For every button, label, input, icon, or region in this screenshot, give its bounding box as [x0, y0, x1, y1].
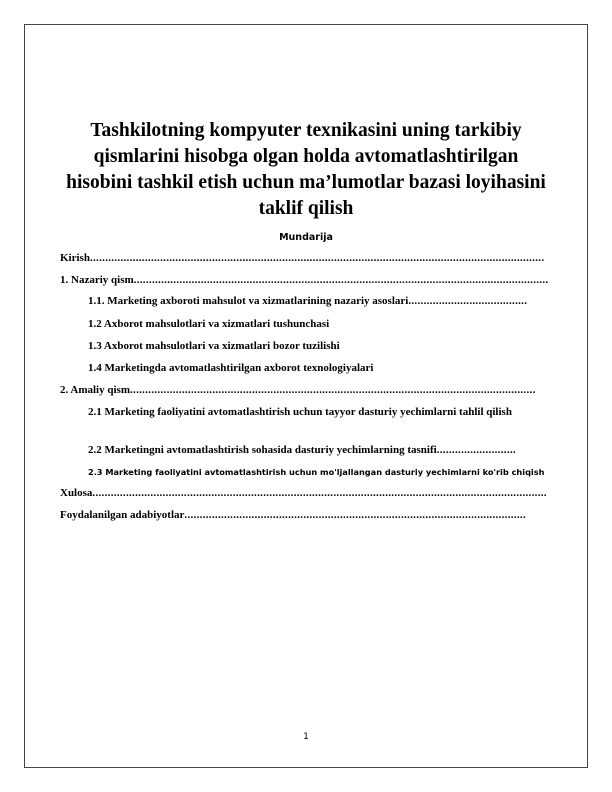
page-number: 1: [303, 732, 309, 742]
toc-leader: .....................................................................................................................................................: [92, 487, 547, 499]
toc-entry-kirish[interactable]: [60, 251, 556, 265]
toc-entry-2-3[interactable]: [88, 465, 556, 479]
document-title: Tashkilotning kompyuter texnikasini uning tarkibiy qismlarini hisobga olgan holda avtomatlashtirilgan hisobini tashkil etish uchun ma’lumotlar bazasi loyihasini taklif qilish: [66, 120, 546, 219]
toc-entry-2-2[interactable]: [88, 443, 550, 457]
toc-entry-label: 2.3 Marketing faoliyatini avtomatlashtirish uchun mo'ljallangan dasturiy yechimlarni ko'rib chiqish: [88, 467, 545, 477]
toc-entry-nazariy-qism[interactable]: [60, 273, 556, 287]
toc-heading: Mundarija: [279, 232, 333, 243]
toc-entry-label: 2.1 Marketing faoliyatini avtomatlashtirish uchun tayyor dasturiy yechimlarni tahlil qilish: [88, 406, 512, 418]
toc-entry-label: 1. Nazariy qism: [60, 274, 134, 286]
toc-entry-1-2[interactable]: [88, 317, 556, 331]
toc-entry-label: Kirish: [60, 252, 90, 264]
toc-entry-label: 1.4 Marketingda avtomatlashtirilgan axborot texnologiyalari: [88, 362, 374, 374]
toc-entry-1-1[interactable]: [88, 294, 556, 308]
toc-entry-label: 1.2 Axborot mahsulotlari va xizmatlari tushunchasi: [88, 318, 330, 330]
toc-entry-label: Xulosa: [60, 487, 93, 499]
toc-leader: .....................................................................................................................................................: [89, 252, 545, 264]
toc-entry-label: Foydalanilgan adabiyotlar: [60, 509, 185, 521]
toc-entry-label: 1.1. Marketing axboroti mahsulot va xizmatlarining nazariy asoslari: [88, 295, 409, 307]
toc-leader: ........................................................................................................................................: [133, 274, 549, 286]
toc-leader: ..........................: [436, 444, 516, 456]
toc-entry-label: 2.2 Marketingni avtomatlashtirish sohasida dasturiy yechimlarning tasnifi: [88, 444, 437, 456]
toc-entry-amaliy-qism[interactable]: [60, 383, 550, 397]
toc-entry-label: 2. Amaliy qism: [60, 384, 130, 396]
toc-entry-1-3[interactable]: [88, 339, 556, 353]
toc-leader: .....................................................................................................................................: [129, 384, 536, 396]
toc-entry-label: 1.3 Axborot mahsulotlari va xizmatlari bozor tuzilishi: [88, 340, 340, 352]
toc-entry-1-4[interactable]: [88, 361, 556, 375]
toc-entry-xulosa[interactable]: [60, 486, 550, 500]
toc-entry-foydalanilgan-adabiyotlar[interactable]: [60, 508, 550, 522]
toc-leader: ................................................................................................................: [184, 509, 526, 521]
toc-entry-2-1[interactable]: [60, 405, 530, 419]
toc-leader: .......................................: [408, 295, 528, 307]
